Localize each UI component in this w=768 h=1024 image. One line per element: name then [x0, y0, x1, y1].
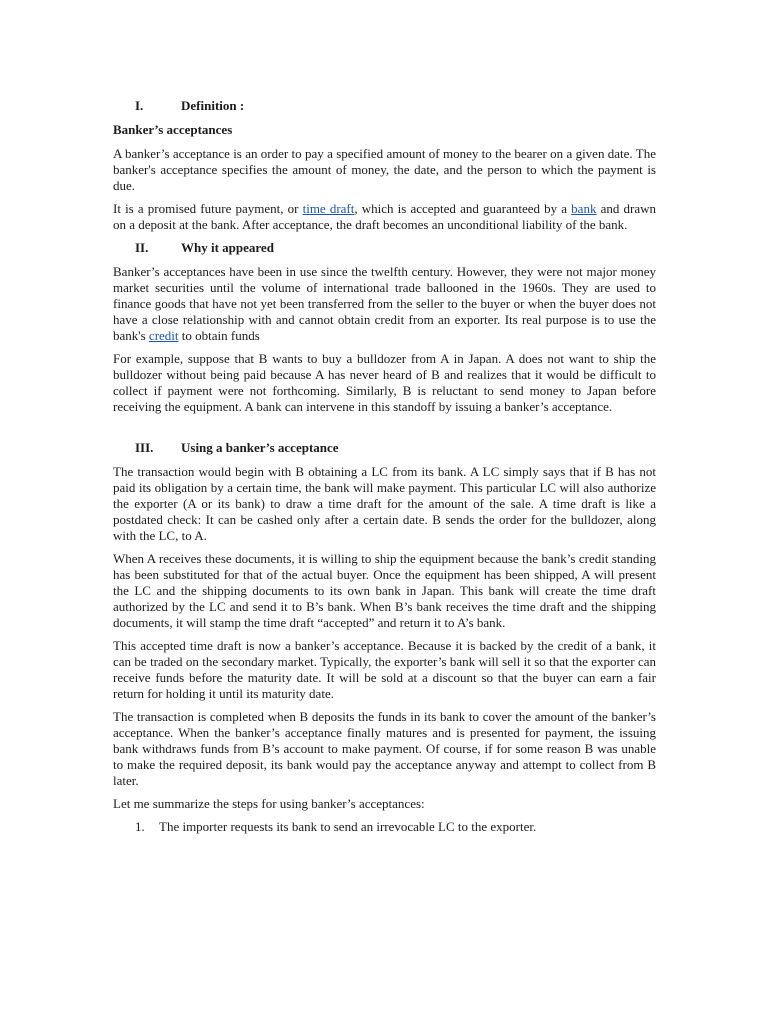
section-heading-definition [113, 98, 656, 114]
section-title: Using a banker’s acceptance [181, 440, 339, 455]
section-number: II. [135, 240, 149, 255]
section-title: Definition : [181, 98, 245, 113]
paragraph-summary-intro: Let me summarize the steps for using banker’s acceptances: [113, 796, 425, 811]
paragraph-example: For example, suppose that B wants to buy a bulldozer from A in Japan. A does not want to ship the bulldozer without being paid because A has never heard of B and realizes that it would be difficult to collect if payment were not forthcoming. Similarly, B is reluctant to send money to Japan before receiving the equipment. A bank can intervene in this standoff by issuing a banker’s acceptance. [113, 351, 656, 414]
list-item [113, 819, 656, 835]
section-heading-why [113, 240, 656, 256]
credit-link[interactable]: credit [148, 328, 179, 343]
list-text: The importer requests its bank to send an irrevocable LC to the exporter. [159, 819, 537, 834]
time-draft-link[interactable]: time draft [302, 201, 355, 216]
text-run: to obtain funds [178, 328, 260, 343]
paragraph-transaction-begin: The transaction would begin with B obtaining a LC from its bank. A LC simply says that if B has not paid its obligation by a certain time, the bank will make payment. This particular LC will also authorize the exporter (A or its bank) to draw a time draft for the amount of the sale. A time draft is like a postdated check: It can be cashed only after a certain date. B sends the order for the bulldozer, along with the LC, to A. [113, 464, 656, 543]
section-number: III. [135, 440, 154, 455]
paragraph-promised-payment [113, 201, 656, 233]
list-number: 1. [135, 819, 145, 834]
subheading-bankers-acceptances: Banker’s acceptances [113, 122, 233, 137]
text-run: It is a promised future payment, or [113, 201, 303, 216]
paragraph-completion: The transaction is completed when B deposits the funds in its bank to cover the amount of the banker’s acceptance. When the banker’s acceptance finally matures and is presented for payment, the issuing bank withdraws funds from B’s account to make payment. Of course, if for some reason B was unable to make the required deposit, its bank would pay the acceptance anyway and attempt to collect from B later. [113, 709, 656, 788]
paragraph-documents: When A receives these documents, it is willing to ship the equipment because the bank’s credit standing has been substituted for that of the actual buyer. Once the equipment has been shipped, A will present the LC and the shipping documents to its own bank in Japan. This bank will create the time draft authorized by the LC and send it to B’s bank. When B’s bank receives the time draft and the shipping documents, it will stamp the time draft “accepted” and return it to A’s bank. [113, 551, 656, 630]
text-run: Banker’s acceptances have been in use since the twelfth century. However, they were not major money market securities until the volume of international trade ballooned in the 1960s. They are used to finance goods that have not yet been transferred from the seller to the buyer or when the buyer does not have a close relationship with and cannot obtain credit from an exporter. Its real purpose is to use the bank's [113, 264, 656, 343]
text-run: , which is accepted and guaranteed by a [354, 201, 572, 216]
paragraph-history [113, 264, 656, 344]
spacer [113, 422, 656, 440]
document-body [113, 98, 656, 835]
text-run: and drawn on a deposit at the bank. After acceptance, the draft becomes an unconditional liability of the bank. [113, 201, 656, 232]
section-title: Why it appeared [181, 240, 274, 255]
paragraph-accepted-draft: This accepted time draft is now a banker’s acceptance. Because it is backed by the credit of a bank, it can be traded on the secondary market. Typically, the exporter’s bank will sell it so that the exporter can receive funds before the maturity date. It will be sold at a discount so that the buyer can earn a fair return for holding it until its maturity date. [113, 638, 656, 701]
section-heading-using [113, 440, 656, 456]
bank-link[interactable]: bank [571, 201, 597, 216]
paragraph-definition: A banker’s acceptance is an order to pay a specified amount of money to the bearer on a given date. The banker's acceptance specifies the amount of money, the date, and the person to which the payment is due. [113, 146, 656, 193]
section-number: I. [135, 98, 144, 113]
